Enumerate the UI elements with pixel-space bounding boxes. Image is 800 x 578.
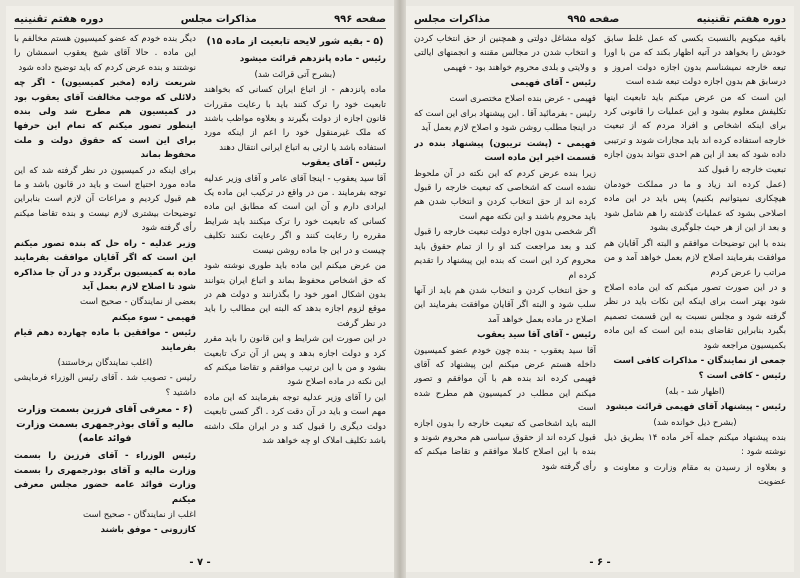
text-paragraph: و در این صورت تصور میکنم که این ماده اصلاح شود بهتر است برای اینکه این نکات باید در نظر گرفته شود و مجلس نسبت به این قسمت تصمیم بگیرد بنابراین تقاضای بنده این است که این ماده بکمیسیون مراجعه شود xyxy=(604,282,786,351)
section-heading: (۵ - بقیه شور لایحه تابعیت از ماده ۱۵) xyxy=(206,36,384,47)
speaker-paragraph: کازرونی - موفق باشند xyxy=(100,525,196,536)
text-paragraph: بنده پیشنهاد میکنم جمله آخر ماده ۱۴ بطریق ذیل نوشته شود : xyxy=(604,432,786,458)
speaker-paragraph: رئیس - پیشنهاد آقای فهیمی قرائت میشود xyxy=(605,402,786,413)
book-gutter xyxy=(394,0,406,578)
text-paragraph: این را آقای وزیر عدلیه توجه بفرمایند که این ماده مهم است و باید در آن دقت کرد . اگر کسی تابعیت دولت دیگری را قبول کند و در ایران ملک داشته باشد تکلیف املاک او چه خواهد شد xyxy=(204,392,386,446)
text-paragraph: در این صورت این شرایط و این قانون را باید مقرر کرد و دولت اجازه بدهد و پس از آن ترک تابعیت بشود و من با این ترتیب موافقم و تقاضا میکنم که این نکته در ماده اصلاح شود xyxy=(204,334,386,388)
right-page xyxy=(406,6,794,572)
text-paragraph: (عمل کرده اند زیاد و ما در مملکت خودمان هیچکاری نمیتوانیم بکنیم) پس باید در این ماده اصلاحی بشود که عملیات گذشته را هم شامل شود و بعد از این از هر حیث جلوگیری بشود xyxy=(604,180,786,234)
text-paragraph: زیرا بنده عرض کردم که این نکته در آن ملحوظ نشده است که اشخاصی که تبعیت خارجه را قبول کرده اند از حق انتخاب کردن و انتخاب شدن هم باید محروم باشند و این نکته مهم است xyxy=(414,168,596,222)
text-paragraph: اگر شخصی بدون اجازه دولت تبعیت خارجه را قبول کند و بعد مراجعت کند او را از تمام حقوق باید محروم کرد این است که بنده این پیشنهاد را تقدیم کرده ام xyxy=(414,227,596,281)
text-paragraph: آقا سید یعقوب - بنده چون خودم عضو کمیسیون داخله هستم عرض میکنم این پیشنهاد که آقای فهیمی کرده اند بنده هم با آن موافقم و تصور میکنم این مطلب در کمیسیون هم مطرح شده است xyxy=(414,345,596,414)
left-page-header xyxy=(14,10,386,29)
procedural-note: (اظهار شد - بله) xyxy=(665,386,725,397)
text-paragraph: باقیه میکویم بالنسبت بکسی که عمل غلط سابق خودش را بخواهد در آتیه اظهار بکند که من با اورا تبعه خارجه نمیشناسم بدون اجازه دولت امروز و درسابق هم بدون اجازه دولت تبعه شده است xyxy=(604,34,786,88)
left-page-columns xyxy=(14,32,386,554)
text-paragraph: دیگر بنده خودم که عضو کمیسیون هستم مخالفم با این ماده . حالا آقای شیخ یعقوب اسمشان را نوشتند و بنده عرض کردم که باید توضیح داده شود xyxy=(14,34,196,73)
left-page-right-column xyxy=(204,32,386,554)
speaker-paragraph: رئیس - کافی است ؟ xyxy=(698,371,786,382)
text-paragraph: فهیمی - عرض بنده اصلاح مختصری است xyxy=(449,93,596,104)
speaker-paragraph: شریعت زاده (مخبر کمیسیون) - اگر چه دلائلی که موجب مخالفت آقای یعقوب بود در کمیسیون هم مطرح شد ولی بنده اینطور تصور میکنم که تمام این حرفها برای این است که حقوق دولت و ملت محفوظ بماند xyxy=(14,78,196,161)
text-paragraph: این است که من عرض میکنم باید تابعیت اینها تکلیفش معلوم بشود و این عملیات را قانونی کرد برای اینکه اشخاص و افراد مردم که از تبعیت خارجه استفاده کرده اند باید مجازات شوند و ترتیبی داده شود که بعد از این هم احدی نتواند بدون اجازه تبعیت خارجه را قبول کند xyxy=(604,92,786,175)
text-paragraph: رئیس - تصویب شد . آقای رئیس الوزراء فرمایشی داشتید ؟ xyxy=(14,373,196,398)
speaker-paragraph: رئیس - موافقین با ماده چهارده دهم قیام بفرمایند xyxy=(14,328,196,353)
text-paragraph: و بعلاوه از رسیدن به مقام وزارت و معاونت و عضویت xyxy=(604,462,786,488)
left-page-folio: - ۷ - xyxy=(189,557,211,568)
right-page-folio: - ۶ - xyxy=(589,557,611,568)
procedural-note: (بشرح ذیل خوانده شد) xyxy=(653,417,737,428)
left-page xyxy=(6,6,394,572)
speaker-paragraph: رئیس - آقای آقا سید یعقوب xyxy=(476,330,596,341)
procedural-note: (اغلب نمایندگان برخاستند) xyxy=(57,357,153,368)
text-paragraph: من عرض میکنم این ماده باید طوری نوشته شود که حق اشخاص محفوظ بماند و اتباع ایران بتوانند بدون اشکال امور خود را بگذرانند و دولت هم در موقع لزوم اجازه بدهد که البته این مطالب را باید در نظر گرفت xyxy=(204,261,386,329)
right-page-left-column xyxy=(414,32,596,554)
right-page-title: مذاکرات مجلس xyxy=(414,13,491,25)
procedural-note: (بشرح آتی قرائت شد) xyxy=(254,69,336,80)
text-paragraph: کوله مشاغل دولتی و همچنین از حق انتخاب کردن و انتخاب شدن در مجالس مقننه و انجمنهای ایالتی و ولایتی و بلدی محروم خواهند بود - فهیمی xyxy=(414,34,596,73)
speaker-paragraph: رئیس - آقای فهیمی xyxy=(510,78,596,89)
right-page-session: دوره هفتم تقنینیه xyxy=(696,13,786,25)
text-paragraph: و حق انتخاب کردن و انتخاب شدن هم باید از آنها سلب شود و البته اگر آقایان موافقت بفرمایند این اصلاح در ماده بعمل خواهد آمد xyxy=(414,285,596,325)
section-heading: (۶ - معرفی آقای فرزین بسمت وزارت مالیه و آقای بوذرجمهری بسمت وزارت فوائد عامه) xyxy=(16,404,194,444)
speaker-paragraph: رئیس - ماده پانزدهم قرائت میشود xyxy=(239,54,386,65)
text-paragraph: بعضی از نمایندگان - صحیح است xyxy=(80,297,196,308)
speaker-paragraph: وزیر عدلیه - راه حل که بنده تصور میکنم این است که اگر آقایان موافقت بفرمایند ماده به کمیسیون برگردد و در آن جا مذاکره شود تا اصلاح لازم بعمل آید xyxy=(14,238,196,292)
text-paragraph: رئیس - بفرمائید آقا . این پیشنهاد برای این است که در اینجا مطلب روشن شود و اصلاح لازم بعمل آید xyxy=(414,109,596,134)
text-paragraph: بنده با این توضیحات موافقم و البته اگر آقایان هم موافقت بفرمایند اصلاح لازم بعمل خواهد آمد و من مراتب را عرض کردم xyxy=(604,238,786,278)
right-page-header xyxy=(414,10,786,29)
right-page-columns xyxy=(414,32,786,554)
right-page-right-column xyxy=(604,32,786,554)
text-paragraph: ماده پانزدهم - از اتباع ایران کسانی که بخواهند تابعیت خود را ترک کنند باید با رعایت مقررات قانون اجازه از دولت بگیرند و بعلاوه مواظب باشند که ملک غیرمنقول خود را اعم از اینکه مورد استفاده باشد یا ارثی به اتباع ایرانی انتقال دهند xyxy=(204,85,386,153)
speaker-paragraph: رئیس الوزراء - آقای فرزین را بسمت وزارت مالیه و آقای بوذرجمهری را بسمت وزارت فوائد عامه حضور مجلس معرفی میکنم xyxy=(14,451,196,505)
text-paragraph: آقا سید یعقوب - اینجا آقای عامر و آقای وزیر عدلیه توجه بفرمایند . من در واقع در ترکیب این ماده یک ایرادی دارم و آن این است که مطابق این ماده کسانی که تابعیت خود را ترک میکنند باید شرایط مقرره را رعایت کنند و اگر رعایت نکنند تکلیف چیست و در این جا ماده روشن نیست xyxy=(204,173,386,256)
left-page-number: صفحه ۹۹۶ xyxy=(334,13,386,25)
text-paragraph: البته باید اشخاصی که تبعیت خارجه را بدون اجازه قبول کرده اند از حقوق سیاسی هم محروم شوند و بنده با این اصلاح کاملا موافقم و تقاضا میکنم که رأی گرفته شود xyxy=(414,418,596,472)
text-paragraph: اغلب از نمایندگان - صحیح است xyxy=(83,510,196,520)
left-page-left-column xyxy=(14,32,196,554)
left-page-session: دوره هفتم تقنینیه xyxy=(14,13,104,25)
speaker-paragraph: جمعی از نمایندگان - مذاکرات کافی است xyxy=(613,355,786,366)
text-paragraph: برای اینکه در کمیسیون در نظر گرفته شد که این ماده مورد احتیاج است و باید در قانون باشد و ما هم قبول کردیم و مراعات آن لازم است بنابراین توضیحات بیشتری لازم نیست و بنده تقاضا میکنم رأی گرفته شود xyxy=(14,165,196,234)
left-page-title: مذاکرات مجلس xyxy=(180,13,257,25)
right-page-number: صفحه ۹۹۵ xyxy=(567,13,620,25)
speaker-paragraph: فهیمی - سوء میکنم xyxy=(111,312,196,323)
speaker-paragraph: فهیمی - (پشت تریبون) پیشنهاد بنده در قسمت اخیر این ماده است xyxy=(414,138,596,164)
speaker-paragraph: رئیس - آقای یعقوب xyxy=(301,158,386,169)
